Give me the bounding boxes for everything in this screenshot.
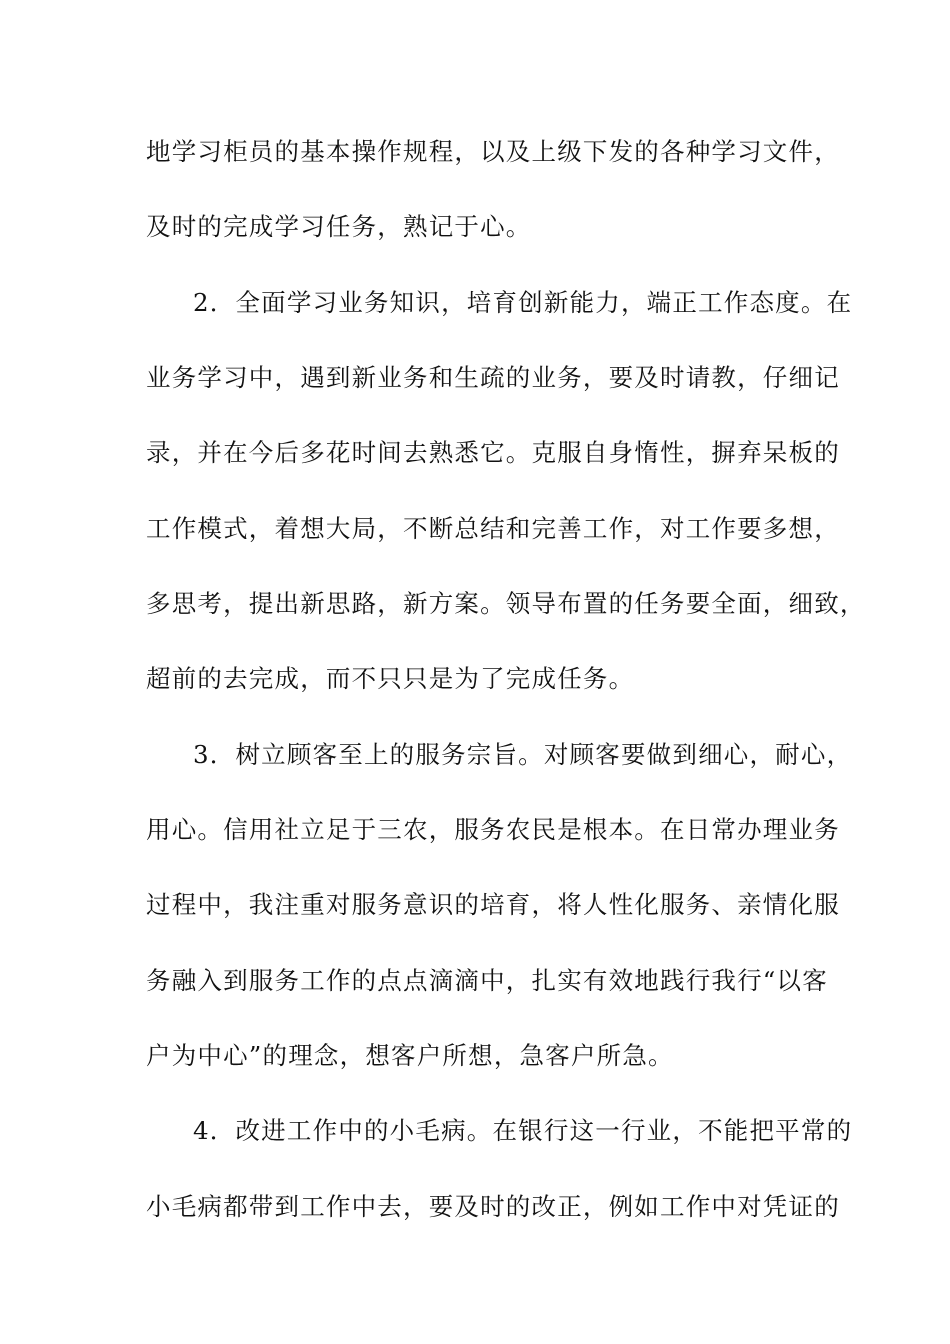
paragraph-2-start: 2．全面学习业务知识，培育创新能力，端正工作态度。在: [193, 288, 853, 317]
text-line: 超前的去完成，而不只只是为了完成任务。: [146, 664, 635, 693]
paragraph-3-start: 3．树立顾客至上的服务宗旨。对顾客要做到细心，耐心，: [193, 740, 853, 769]
text-line: 过程中，我注重对服务意识的培育，将人性化服务、亲情化服: [146, 890, 840, 919]
text-line: 多思考，提出新思路，新方案。领导布置的任务要全面，细致，: [146, 589, 866, 618]
text-line: 地学习柜员的基本操作规程，以及上级下发的各种学习文件，: [146, 137, 840, 166]
text-line: 工作模式，着想大局，不断总结和完善工作，对工作要多想，: [146, 514, 840, 543]
text-line: 用心。信用社立足于三农，服务农民是根本。在日常办理业务: [146, 815, 840, 844]
text-line: 业务学习中，遇到新业务和生疏的业务，要及时请教，仔细记: [146, 363, 840, 392]
text-line: 户为中心”的理念，想客户所想，急客户所急。: [146, 1041, 674, 1070]
text-line: 及时的完成学习任务，熟记于心。: [146, 212, 532, 241]
text-line: 小毛病都带到工作中去，要及时的改正，例如工作中对凭证的: [146, 1192, 840, 1221]
text-line: 务融入到服务工作的点点滴滴中，扎实有效地践行我行“以客: [146, 966, 828, 995]
text-line: 录，并在今后多花时间去熟悉它。克服自身惰性，摒弃呆板的: [146, 438, 840, 467]
paragraph-4-start: 4．改进工作中的小毛病。在银行这一行业，不能把平常的: [193, 1116, 853, 1145]
